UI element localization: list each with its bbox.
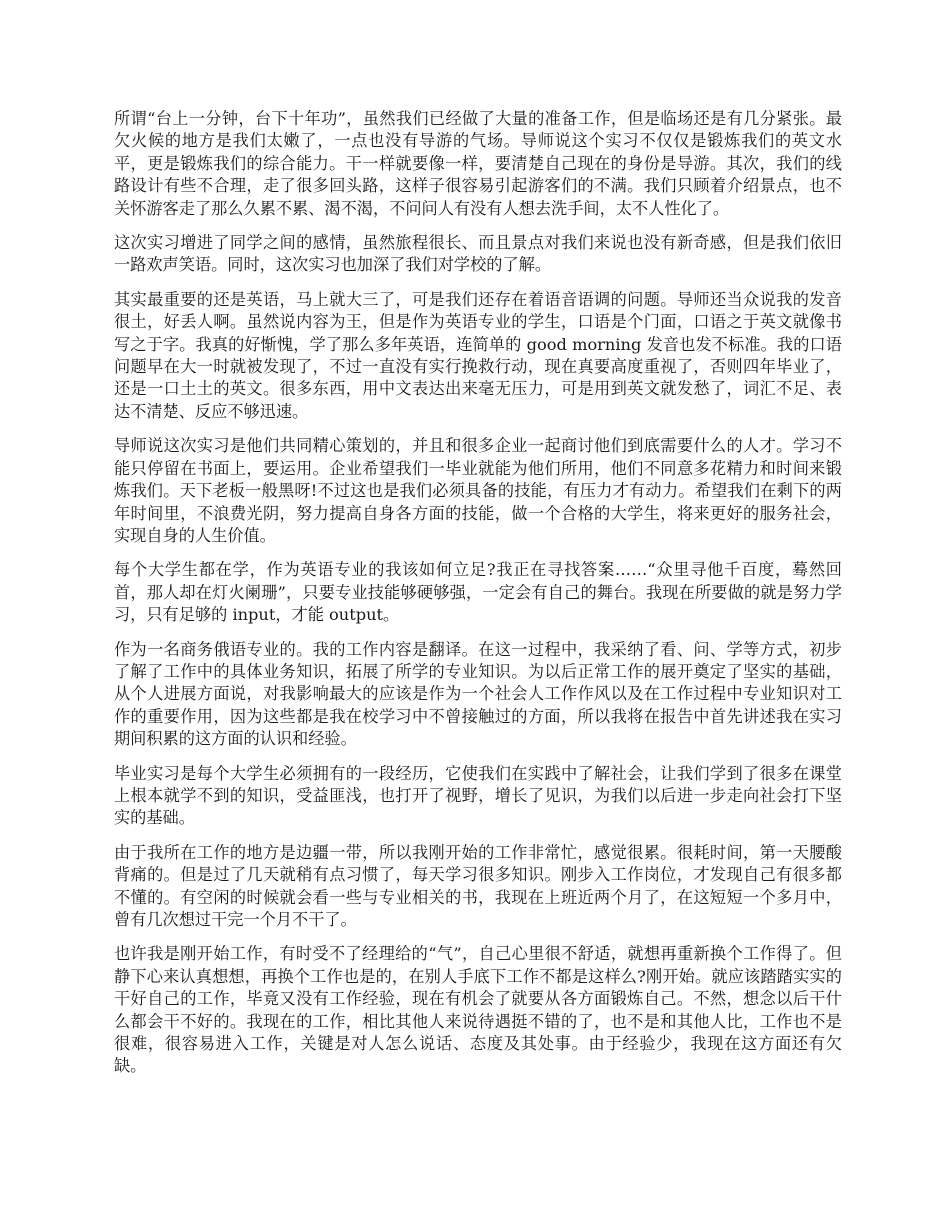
paragraph-7: 毕业实习是每个大学生必须拥有的一段经历，它使我们在实践中了解社会，让我们学到了很多在课堂上根本就学不到的知识，受益匪浅，也打开了视野，增长了见识，为我们以后进一步走向社会打下坚实的基础。 xyxy=(114,763,842,828)
paragraph-9: 也许我是刚开始工作，有时受不了经理给的“气”，自己心里很不舒适，就想再重新换个工作得了。但静下心来认真想想，再换个工作也是的，在别人手底下工作不都是这样么?刚开始。就应该踏踏实实的干好自己的工作，毕竟又没有工作经验，现在有机会了就要从各方面锻炼自己。不然，想念以后干什么都会干不好的。我现在的工作，相比其他人来说待遇挺不错的了，也不是和其他人比，工作也不是很难，很容易进入工作，关键是对人怎么说话、态度及其处事。由于经验少，我现在这方面还有欠缺。 xyxy=(114,944,842,1076)
document-body xyxy=(114,108,842,1090)
paragraph-4: 导师说这次实习是他们共同精心策划的，并且和很多企业一起商讨他们到底需要什么的人才。学习不能只停留在书面上，要运用。企业希望我们一毕业就能为他们所用，他们不同意多花精力和时间来锻炼我们。天下老板一般黑呀!不过这也是我们必须具备的技能，有压力才有动力。希望我们在剩下的两年时间里，不浪费光阴，努力提高自身各方面的技能，做一个合格的大学生，将来更好的服务社会，实现自身的人生价值。 xyxy=(114,436,842,545)
paragraph-1: 所谓“台上一分钟，台下十年功”，虽然我们已经做了大量的准备工作，但是临场还是有几分紧张。最欠火候的地方是我们太嫩了，一点也没有导游的气场。导师说这个实习不仅仅是锻炼我们的英文水平，更是锻炼我们的综合能力。干一样就要像一样，要清楚自己现在的身份是导游。其次，我们的线路设计有些不合理，走了很多回头路，这样子很容易引起游客们的不满。我们只顾着介绍景点，也不关怀游客走了那么久累不累、渴不渴，不问问人有没有人想去洗手间，太不人性化了。 xyxy=(114,109,842,218)
paragraph-2: 这次实习增进了同学之间的感情，虽然旅程很长、而且景点对我们来说也没有新奇感，但是我们依旧一路欢声笑语。同时，这次实习也加深了我们对学校的了解。 xyxy=(114,233,842,275)
paragraph-8: 由于我所在工作的地方是边疆一带，所以我刚开始的工作非常忙，感觉很累。很耗时间，第一天腰酸背痛的。但是过了几天就稍有点习惯了，每天学习很多知识。刚步入工作岗位，才发现自己有很多都不懂的。有空闲的时候就会看一些与专业相关的书，我现在上班近两个月了，在这短短一个多月中，曾有几次想过干完一个月不干了。 xyxy=(114,842,842,929)
paragraph-3: 其实最重要的还是英语，马上就大三了，可是我们还存在着语音语调的问题。导师还当众说我的发音很土，好丢人啊。虽然说内容为王，但是作为英语专业的学生，口语是个门面，口语之于英文就像书写之于字。我真的好惭愧，学了那么多年英语，连简单的 good morning 发音也发不标准。我的口语问题早在大一时就被发现了，不过一直没有实行挽救行动，现在真要高度重视了，否则四年毕业了，还是一口土土的英文。很多东西，用中文表达出来毫无压力，可是用到英文就发愁了，词汇不足、表达不清楚、反应不够迅速。 xyxy=(114,289,842,421)
paragraph-5: 每个大学生都在学，作为英语专业的我该如何立足?我正在寻找答案……“众里寻他千百度，蓦然回首，那人却在灯火阑珊”，只要专业技能够硬够强，一定会有自己的舞台。我现在所要做的就是努力学习，只有足够的 input，才能 output。 xyxy=(114,560,842,625)
paragraph-6: 作为一名商务俄语专业的。我的工作内容是翻译。在这一过程中，我采纳了看、问、学等方式，初步了解了工作中的具体业务知识，拓展了所学的专业知识。为以后正常工作的展开奠定了坚实的基础，从个人进展方面说，对我影响最大的应该是作为一个社会人工作作风以及在工作过程中专业知识对工作的重要作用，因为这些都是我在校学习中不曾接触过的方面，所以我将在报告中首先讲述我在实习期间积累的这方面的认识和经验。 xyxy=(114,639,842,749)
